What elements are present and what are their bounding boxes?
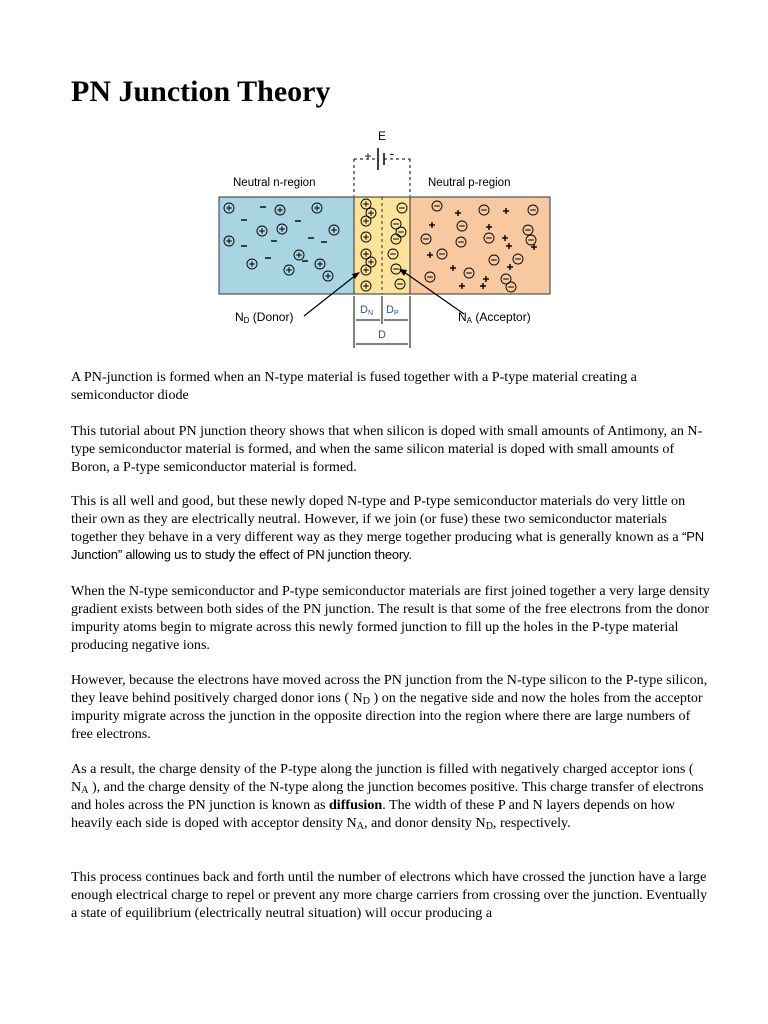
p6-subscript-3: D bbox=[485, 821, 493, 832]
paragraph-density-gradient: When the N-type semiconductor and P-type semiconductor materials are first joined together a very large density gradient exists between both sides of the PN junction. The result is that some of the free electrons from the donor impurity atoms begin to migrate across this newly formed junction to fill up the holes in the P-type material producing negative ions. bbox=[71, 583, 710, 653]
p6-text-d: , and donor density N bbox=[363, 815, 486, 831]
p-region-label: Neutral p-region bbox=[428, 177, 511, 189]
p6-text-b: ), and the charge density of the N-type along the junction becomes positive. This charge transfer of electrons and holes across the PN junction is known as bbox=[71, 779, 704, 813]
p6-text-a: As a result, the charge density of the P-type along the junction is filled with negatively charged acceptor ions ( N bbox=[71, 761, 694, 795]
paragraph-junction bbox=[71, 492, 711, 564]
battery-minus-sign: - bbox=[389, 145, 395, 161]
paragraph-donor-ions bbox=[71, 671, 711, 743]
p5-text-b: ) on the negative side and now the holes from the acceptor impurity migrate across the junction in the opposite direction into the region where there are large numbers of free electrons. bbox=[71, 690, 703, 742]
paragraph-doping: This tutorial about PN junction theory shows that when silicon is doped with small amounts of Antimony, an N-type semiconductor material is formed, and when the same silicon material is doped with small amounts of Boron, a P-type semiconductor material is formed. bbox=[71, 423, 703, 475]
p-region bbox=[410, 197, 550, 294]
diffusion-term: diffusion bbox=[328, 797, 383, 813]
dn-label: DN bbox=[360, 304, 374, 317]
acceptor-label: NA (Acceptor) bbox=[458, 310, 531, 325]
n-region bbox=[219, 197, 354, 294]
p6-text-e: , respectively. bbox=[492, 815, 571, 831]
p6-subscript-2: A bbox=[356, 821, 364, 832]
page-title: PN Junction Theory bbox=[71, 75, 331, 108]
dp-label: DP bbox=[386, 304, 399, 317]
p6-text-c: . The width of these P and N layers depends on how heavily each side is doped with acceptor density N bbox=[71, 797, 676, 831]
pn-junction-diagram bbox=[200, 124, 570, 354]
paragraph-junction-text: This is all well and good, but these newly doped N-type and P-type semiconductor materials do very little on their own as they are electrically neutral. However, if we join (or fuse) these two semiconductor materials together they behave in a very different way as they merge together producing what is generally known as a bbox=[71, 493, 686, 545]
p5-subscript: D bbox=[362, 696, 370, 707]
battery-plus-sign: + bbox=[364, 149, 372, 163]
p5-text-a: However, because the electrons have moved across the PN junction from the N-type silicon to the P-type silicon, they leave behind positively charged donor ions ( N bbox=[71, 672, 708, 706]
donor-label: ND (Donor) bbox=[235, 310, 294, 325]
paragraph-equilibrium: This process continues back and forth until the number of electrons which have crossed the junction have a large enough electrical charge to repel or prevent any more charge carriers from crossing over the junction. Eventually a state of equilibrium (electrically neutral situation) will occur producing a bbox=[71, 869, 708, 921]
p6-subscript-1: A bbox=[81, 785, 89, 796]
battery-label: E bbox=[377, 129, 387, 143]
paragraph-junction-tail: “PN Junction” allowing us to study the effect of PN junction theory. bbox=[71, 529, 704, 562]
d-label: D bbox=[378, 329, 386, 341]
paragraph-diffusion bbox=[71, 760, 711, 832]
paragraph-intro: A PN-junction is formed when an N-type material is fused together with a P-type material creating a semiconductor diode bbox=[71, 369, 637, 403]
n-region-label: Neutral n-region bbox=[233, 177, 316, 189]
